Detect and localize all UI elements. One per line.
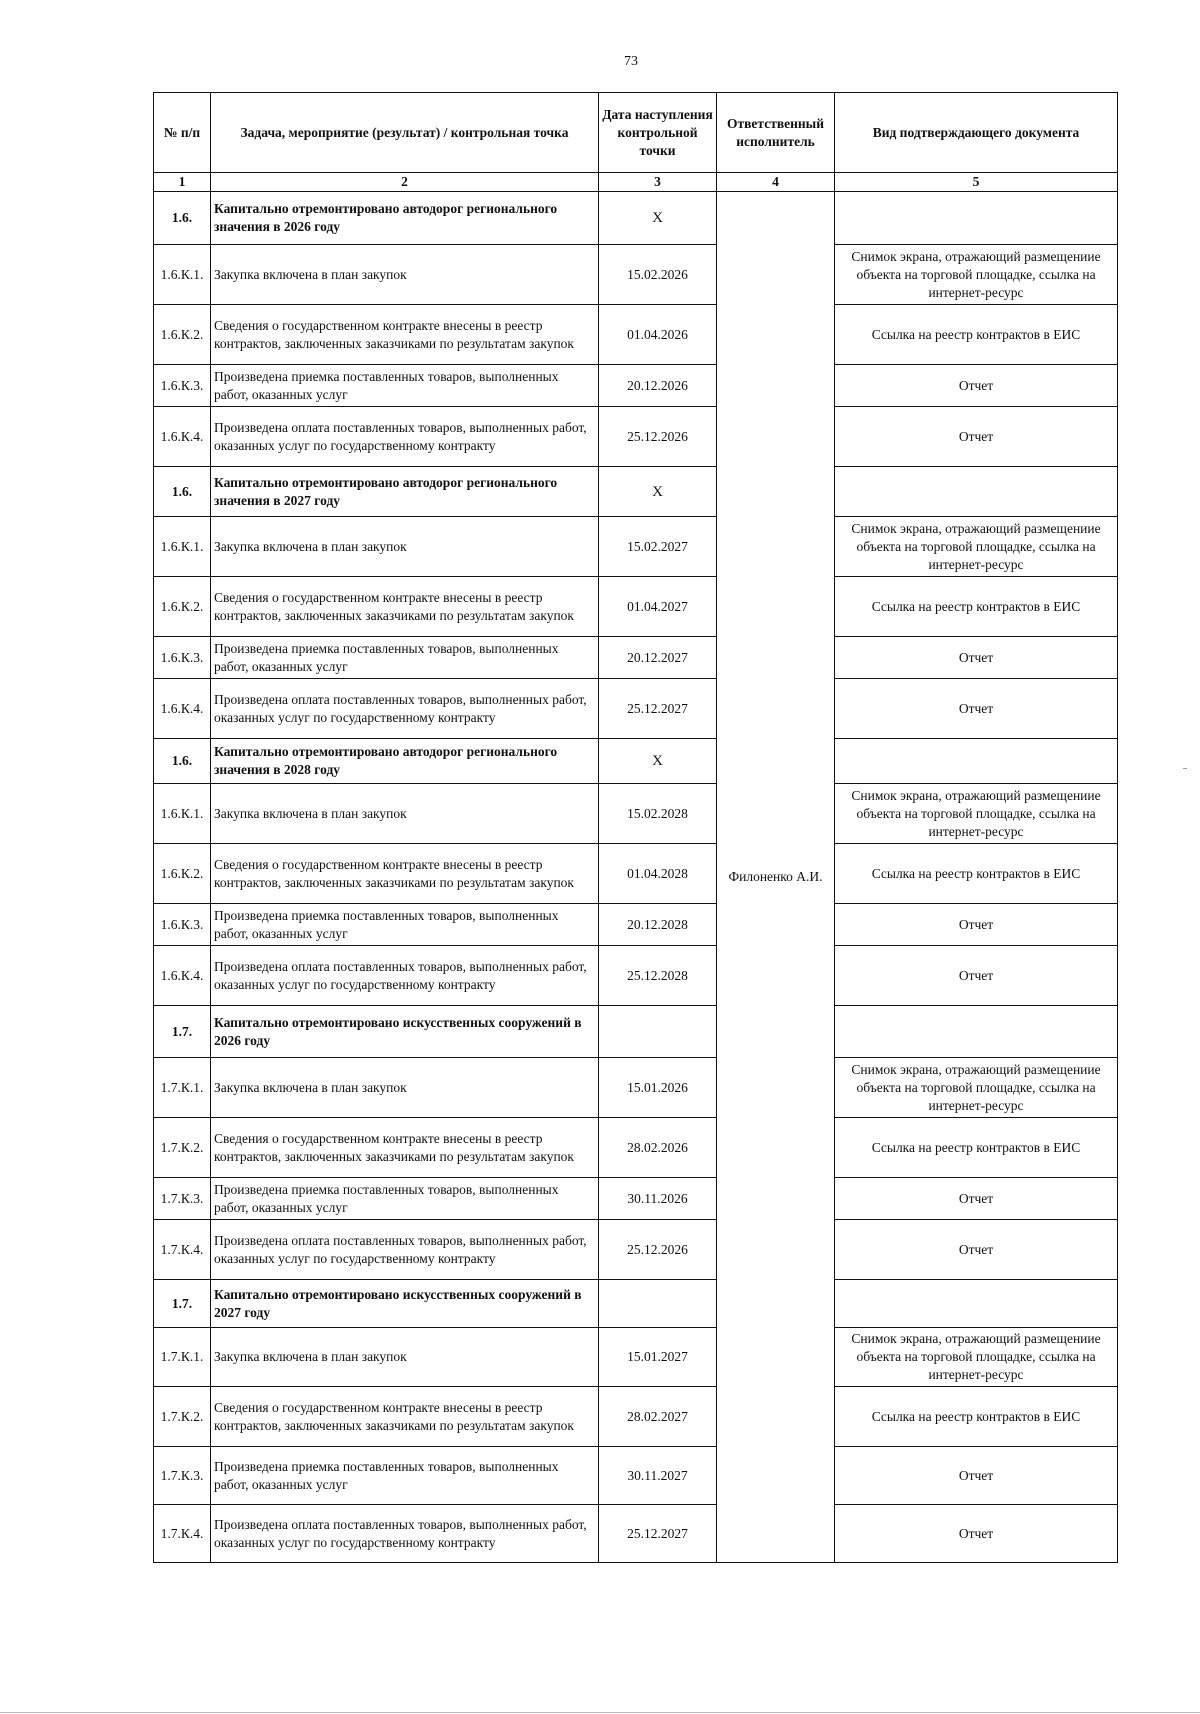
header-date: Дата наступления контрольной точки (599, 93, 717, 173)
date-cell: 25.12.2027 (599, 1505, 717, 1563)
column-number: 2 (211, 173, 599, 192)
document-cell: Отчет (835, 946, 1118, 1006)
document-cell (835, 1006, 1118, 1058)
task-cell: Капитально отремонтировано автодорог регионального значения в 2028 году (211, 739, 599, 784)
table-row (154, 1387, 1118, 1447)
task-cell: Закупка включена в план закупок (211, 517, 599, 577)
date-cell: 15.02.2028 (599, 784, 717, 844)
date-cell: 28.02.2026 (599, 1118, 717, 1178)
table-row (154, 1058, 1118, 1118)
document-cell: Отчет (835, 1178, 1118, 1220)
control-points-table (153, 92, 1118, 1563)
date-cell: 15.02.2027 (599, 517, 717, 577)
date-cell: 01.04.2028 (599, 844, 717, 904)
table-row (154, 1505, 1118, 1563)
document-cell: Ссылка на реестр контрактов в ЕИС (835, 1387, 1118, 1447)
date-cell: 01.04.2026 (599, 305, 717, 365)
date-cell: 20.12.2027 (599, 637, 717, 679)
section-row (154, 467, 1118, 517)
row-number: 1.7.К.4. (154, 1505, 211, 1563)
document-cell: Снимок экрана, отражающий размещениие объекта на торговой площадке, ссылка на интернет-ресурс (835, 245, 1118, 305)
column-number: 4 (717, 173, 835, 192)
header-executor: Ответственный исполнитель (717, 93, 835, 173)
document-cell: Отчет (835, 904, 1118, 946)
row-number: 1.6.К.3. (154, 365, 211, 407)
row-number: 1.7. (154, 1280, 211, 1328)
header-no: № п/п (154, 93, 211, 173)
task-cell: Сведения о государственном контракте внесены в реестр контрактов, заключенных заказчиками по результатам закупок (211, 305, 599, 365)
document-cell: Отчет (835, 1220, 1118, 1280)
table-row (154, 365, 1118, 407)
table-row (154, 245, 1118, 305)
document-cell (835, 192, 1118, 245)
date-cell: 15.01.2026 (599, 1058, 717, 1118)
task-cell: Закупка включена в план закупок (211, 245, 599, 305)
date-cell: 01.04.2027 (599, 577, 717, 637)
document-cell: Снимок экрана, отражающий размещениие объекта на торговой площадке, ссылка на интернет-ресурс (835, 1058, 1118, 1118)
executor-cell: Филоненко А.И. (717, 192, 835, 1563)
document-cell: Ссылка на реестр контрактов в ЕИС (835, 1118, 1118, 1178)
task-cell: Произведена оплата поставленных товаров, выполненных работ, оказанных услуг по государственному контракту (211, 679, 599, 739)
row-number: 1.6.К.4. (154, 946, 211, 1006)
date-cell: 25.12.2027 (599, 679, 717, 739)
row-number: 1.6.К.2. (154, 305, 211, 365)
row-number: 1.7.К.4. (154, 1220, 211, 1280)
task-cell: Закупка включена в план закупок (211, 784, 599, 844)
table-row (154, 1118, 1118, 1178)
task-cell: Произведена приемка поставленных товаров, выполненных работ, оказанных услуг (211, 365, 599, 407)
row-number: 1.7.К.2. (154, 1387, 211, 1447)
row-number: 1.7.К.1. (154, 1328, 211, 1387)
row-number: 1.7.К.2. (154, 1118, 211, 1178)
section-row (154, 739, 1118, 784)
header-task: Задача, мероприятие (результат) / контрольная точка (211, 93, 599, 173)
document-cell: Отчет (835, 637, 1118, 679)
date-cell: 30.11.2026 (599, 1178, 717, 1220)
task-cell: Произведена оплата поставленных товаров, выполненных работ, оказанных услуг по государственному контракту (211, 1220, 599, 1280)
date-cell: 25.12.2028 (599, 946, 717, 1006)
row-number: 1.6.К.4. (154, 407, 211, 467)
row-number: 1.6.К.3. (154, 637, 211, 679)
row-number: 1.7. (154, 1006, 211, 1058)
column-number: 5 (835, 173, 1118, 192)
row-number: 1.6.К.2. (154, 844, 211, 904)
task-cell: Закупка включена в план закупок (211, 1058, 599, 1118)
date-cell (599, 1280, 717, 1328)
task-cell: Капитально отремонтировано искусственных сооружений в 2026 году (211, 1006, 599, 1058)
table-row (154, 577, 1118, 637)
date-cell: 25.12.2026 (599, 1220, 717, 1280)
table-row (154, 1220, 1118, 1280)
document-cell: Ссылка на реестр контрактов в ЕИС (835, 844, 1118, 904)
task-cell: Капитально отремонтировано автодорог регионального значения в 2027 году (211, 467, 599, 517)
task-cell: Произведена приемка поставленных товаров, выполненных работ, оказанных услуг (211, 637, 599, 679)
date-cell: 15.01.2027 (599, 1328, 717, 1387)
task-cell: Капитально отремонтировано искусственных сооружений в 2027 году (211, 1280, 599, 1328)
column-number-row (154, 173, 1118, 192)
section-row (154, 1280, 1118, 1328)
date-cell: Х (599, 192, 717, 245)
task-cell: Произведена приемка поставленных товаров, выполненных работ, оказанных услуг (211, 1178, 599, 1220)
document-cell: Отчет (835, 1447, 1118, 1505)
table-row (154, 305, 1118, 365)
task-cell: Произведена оплата поставленных товаров, выполненных работ, оказанных услуг по государственному контракту (211, 946, 599, 1006)
table-row (154, 1447, 1118, 1505)
document-cell: Снимок экрана, отражающий размещениие объекта на торговой площадке, ссылка на интернет-ресурс (835, 517, 1118, 577)
table-row (154, 904, 1118, 946)
row-number: 1.7.К.1. (154, 1058, 211, 1118)
table-row (154, 1178, 1118, 1220)
task-cell: Закупка включена в план закупок (211, 1328, 599, 1387)
header-doc: Вид подтверждающего документа (835, 93, 1118, 173)
row-number: 1.6. (154, 739, 211, 784)
document-cell (835, 1280, 1118, 1328)
row-number: 1.6.К.4. (154, 679, 211, 739)
task-cell: Произведена приемка поставленных товаров, выполненных работ, оказанных услуг (211, 904, 599, 946)
page-edge-line (0, 1712, 1200, 1713)
task-cell: Капитально отремонтировано автодорог регионального значения в 2026 году (211, 192, 599, 245)
section-row (154, 192, 1118, 245)
date-cell: Х (599, 467, 717, 517)
row-number: 1.6.К.3. (154, 904, 211, 946)
date-cell: 20.12.2026 (599, 365, 717, 407)
task-cell: Произведена приемка поставленных товаров, выполненных работ, оказанных услуг (211, 1447, 599, 1505)
date-cell: 20.12.2028 (599, 904, 717, 946)
row-number: 1.7.К.3. (154, 1447, 211, 1505)
date-cell: Х (599, 739, 717, 784)
task-cell: Произведена оплата поставленных товаров, выполненных работ, оказанных услуг по государственному контракту (211, 407, 599, 467)
table-row (154, 946, 1118, 1006)
table-row (154, 844, 1118, 904)
document-cell: Снимок экрана, отражающий размещениие объекта на торговой площадке, ссылка на интернет-ресурс (835, 784, 1118, 844)
task-cell: Сведения о государственном контракте внесены в реестр контрактов, заключенных заказчиками по результатам закупок (211, 577, 599, 637)
column-number: 3 (599, 173, 717, 192)
date-cell (599, 1006, 717, 1058)
page-number: 73 (624, 54, 638, 69)
document-cell: Отчет (835, 365, 1118, 407)
table-row (154, 407, 1118, 467)
table-row (154, 637, 1118, 679)
row-number: 1.6. (154, 192, 211, 245)
table-row (154, 784, 1118, 844)
document-cell: Снимок экрана, отражающий размещениие объекта на торговой площадке, ссылка на интернет-ресурс (835, 1328, 1118, 1387)
row-number: 1.6.К.2. (154, 577, 211, 637)
date-cell: 30.11.2027 (599, 1447, 717, 1505)
task-cell: Произведена оплата поставленных товаров, выполненных работ, оказанных услуг по государственному контракту (211, 1505, 599, 1563)
section-row (154, 1006, 1118, 1058)
row-number: 1.6.К.1. (154, 517, 211, 577)
date-cell: 28.02.2027 (599, 1387, 717, 1447)
row-number: 1.6.К.1. (154, 245, 211, 305)
row-number: 1.6. (154, 467, 211, 517)
task-cell: Сведения о государственном контракте внесены в реестр контрактов, заключенных заказчиками по результатам закупок (211, 1118, 599, 1178)
date-cell: 25.12.2026 (599, 407, 717, 467)
document-cell: Ссылка на реестр контрактов в ЕИС (835, 305, 1118, 365)
table-row (154, 679, 1118, 739)
table-row (154, 1328, 1118, 1387)
date-cell: 15.02.2026 (599, 245, 717, 305)
table-row (154, 517, 1118, 577)
row-number: 1.7.К.3. (154, 1178, 211, 1220)
task-cell: Сведения о государственном контракте внесены в реестр контрактов, заключенных заказчиками по результатам закупок (211, 844, 599, 904)
header-row (154, 93, 1118, 173)
task-cell: Сведения о государственном контракте внесены в реестр контрактов, заключенных заказчиками по результатам закупок (211, 1387, 599, 1447)
document-cell: Отчет (835, 1505, 1118, 1563)
document-cell (835, 467, 1118, 517)
document-cell: Ссылка на реестр контрактов в ЕИС (835, 577, 1118, 637)
column-number: 1 (154, 173, 211, 192)
row-number: 1.6.К.1. (154, 784, 211, 844)
document-cell (835, 739, 1118, 784)
document-cell: Отчет (835, 407, 1118, 467)
document-cell: Отчет (835, 679, 1118, 739)
scan-mark (1183, 768, 1187, 769)
